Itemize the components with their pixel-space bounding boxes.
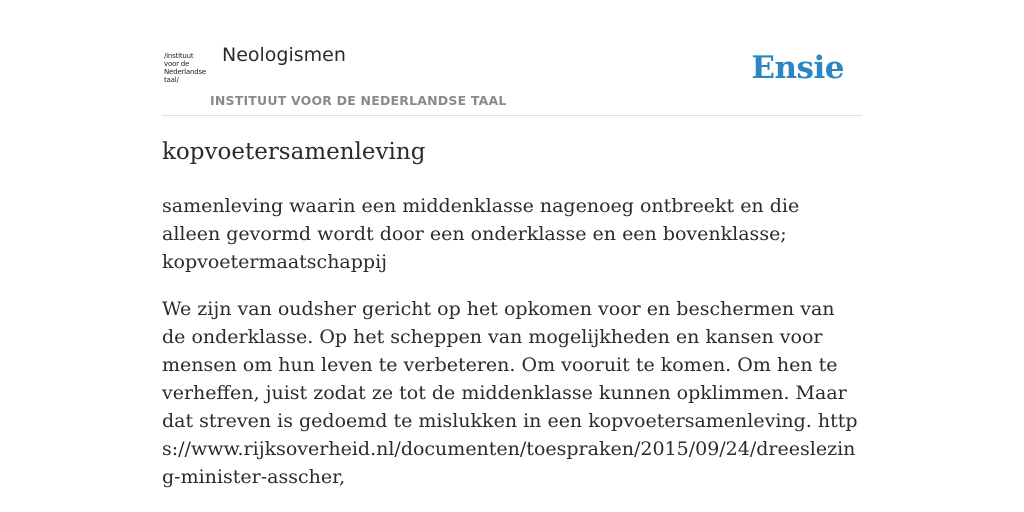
example-source-link[interactable]: https://www.rijksoverheid.nl/documenten/toespraken/2015/09/24/dreeslezing-minister-asscher: [162, 410, 858, 488]
logo-line: taal/: [164, 76, 179, 84]
header-divider: [162, 115, 862, 116]
example-quote: We zijn van oudsher gericht op het opkomen voor en beschermen van de onderklasse. Op het scheppen van mogelijkheden en kansen voor mensen om hun leven te verbeteren. Om vooruit te komen. Om hen te verheffen, juist zodat ze tot de middenklasse kunnen opklimmen. Maar dat streven is gedoemd te mislukken in een kopvoetersamenleving.: [162, 298, 847, 432]
entry-term: kopvoetersamenleving: [162, 139, 426, 165]
logo-line: /instituut: [164, 52, 194, 60]
logo-line: voor de: [164, 60, 190, 68]
entry-definition: samenleving waarin een middenklasse nagenoeg ontbreekt en die alleen gevormd wordt door een onderklasse en een bovenklasse; kopvoetermaatschappij: [162, 195, 800, 273]
example-source-suffix: ,: [339, 466, 346, 488]
entry-card: [162, 0, 862, 512]
source-organization: INSTITUUT VOOR DE NEDERLANDSE TAAL: [210, 93, 507, 108]
entry-example: [162, 295, 862, 491]
source-name[interactable]: Neologismen: [222, 44, 346, 66]
logo-line: Nederlandse: [164, 68, 207, 76]
ensie-brand-logo[interactable]: Ensie: [751, 50, 844, 86]
ivdnt-logo: [164, 52, 208, 92]
